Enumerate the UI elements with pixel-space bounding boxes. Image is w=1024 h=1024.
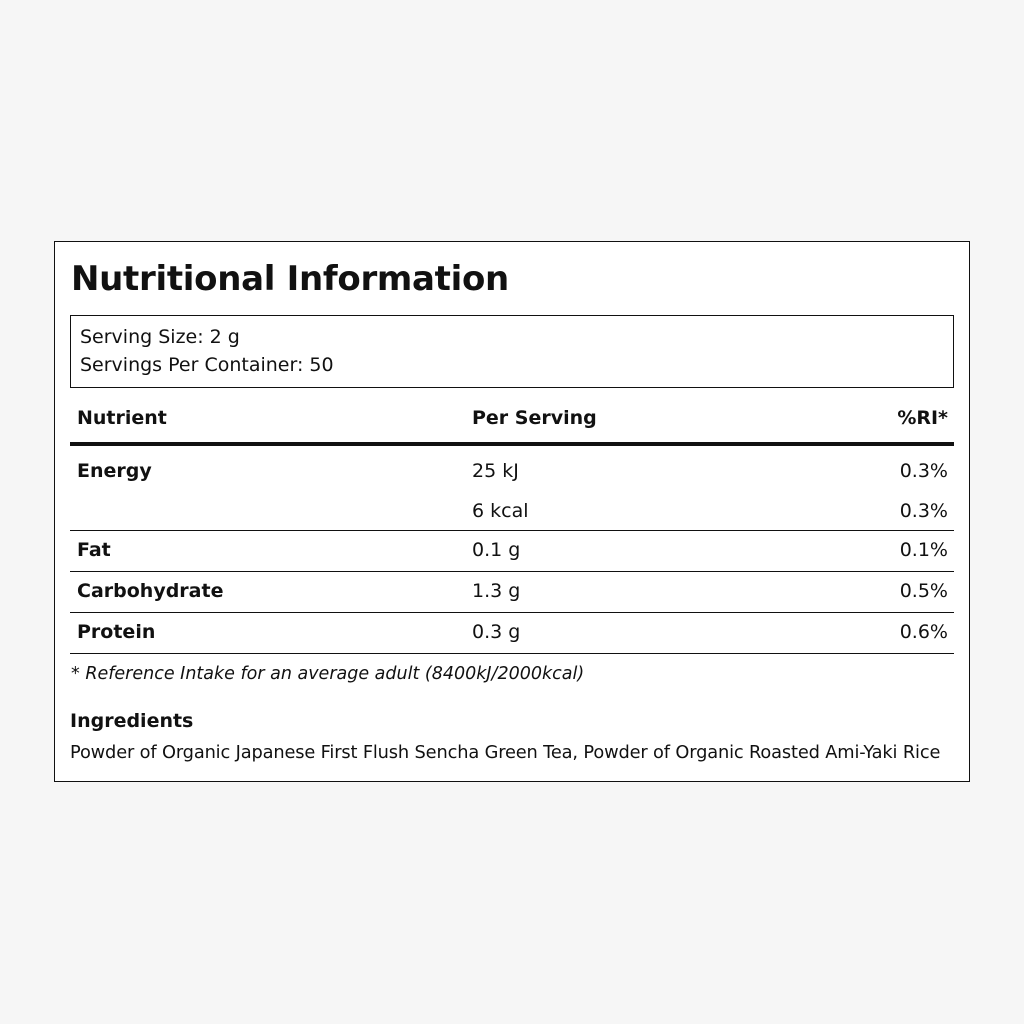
- table-row-fat: [70, 531, 954, 572]
- header-per-serving: Per Serving: [472, 407, 597, 429]
- per-serving-value: 0.3 g: [472, 621, 521, 643]
- nutrient-name: Energy: [77, 460, 152, 482]
- servings-per-container: Servings Per Container: 50: [80, 354, 334, 376]
- ri-value: 0.6%: [899, 621, 948, 643]
- ri-value: 0.3%: [899, 500, 948, 522]
- per-serving-value: 1.3 g: [472, 580, 521, 602]
- table-row-carbohydrate: [70, 572, 954, 613]
- serving-info-box: [70, 315, 954, 388]
- nutrient-name: Carbohydrate: [77, 580, 224, 602]
- ingredients-text: Powder of Organic Japanese First Flush Sencha Green Tea, Powder of Organic Roasted Ami-Yaki Rice: [70, 742, 941, 763]
- header-ri: %RI*: [897, 407, 948, 429]
- table-header: [70, 402, 954, 446]
- per-serving-value: 6 kcal: [472, 500, 529, 522]
- per-serving-value: 25 kJ: [472, 460, 519, 482]
- ri-value: 0.1%: [899, 539, 948, 561]
- nutrient-name: Fat: [77, 539, 111, 561]
- nutrition-label: [54, 241, 970, 782]
- serving-size: Serving Size: 2 g: [80, 326, 240, 348]
- ri-value: 0.5%: [899, 580, 948, 602]
- ri-value: 0.3%: [899, 460, 948, 482]
- per-serving-value: 0.1 g: [472, 539, 521, 561]
- header-nutrient: Nutrient: [77, 407, 167, 429]
- table-row-energy: [70, 446, 954, 531]
- nutrient-name: Protein: [77, 621, 156, 643]
- label-title: Nutritional Information: [71, 259, 509, 299]
- ingredients-heading: Ingredients: [70, 710, 194, 732]
- ri-footnote: * Reference Intake for an average adult (8400kJ/2000kcal): [71, 664, 585, 684]
- table-row-protein: [70, 613, 954, 654]
